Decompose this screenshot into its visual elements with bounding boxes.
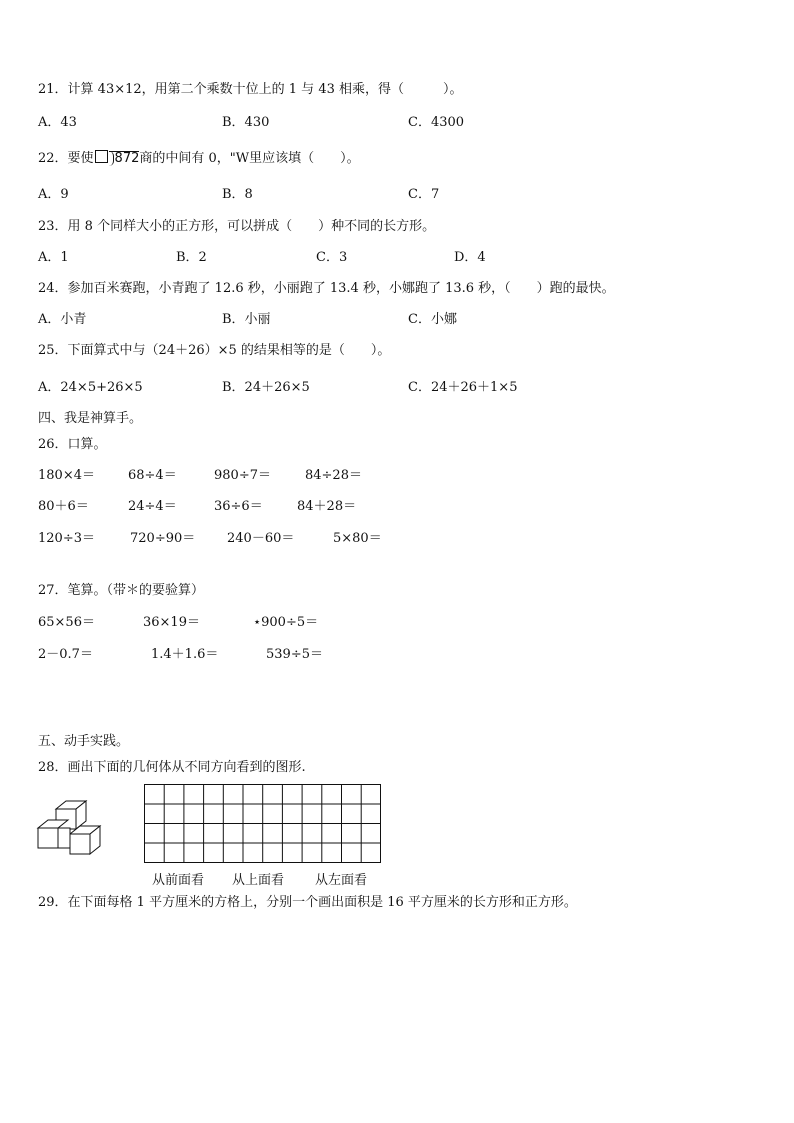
q22-option-a: A．9: [38, 187, 69, 202]
blank-box: [95, 150, 108, 163]
question-29-title: 29．在下面每格 1 平方厘米的方格上，分别一个画出面积是 16 平方厘米的长方形和正方形。: [38, 895, 577, 910]
q23-option-b: B．2: [176, 250, 207, 265]
question-22: [38, 150, 360, 167]
long-division-dividend: 872: [109, 151, 140, 166]
question-27-title: 27．笔算。（带＊的要验算）: [38, 583, 205, 598]
mental-calc-item: 68÷4＝: [128, 468, 177, 483]
written-calc-item: 2－0.7＝: [38, 647, 93, 662]
question-24: 24．参加百米赛跑，小青跑了 12.6 秒，小丽跑了 13.4 秒，小娜跑了 13.6 秒，（ ）跑的最快。: [38, 281, 615, 296]
answer-grid: [144, 784, 382, 868]
q21-option-a: A．43: [38, 115, 77, 130]
question-28-title: 28．画出下面的几何体从不同方向看到的图形.: [38, 760, 306, 775]
written-calc-item: 65×56＝: [38, 615, 95, 630]
q23-option-a: A．1: [38, 250, 69, 265]
mental-calc-item: 120÷3＝: [38, 531, 95, 546]
mental-calc-item: 720÷90＝: [130, 531, 196, 546]
q22-option-b: B．8: [222, 187, 253, 202]
q25-option-c: C．24＋26＋1×5: [408, 380, 518, 395]
question-21: 21．计算 43×12，用第二个乘数十位上的 1 与 43 相乘，得（ ）。: [38, 82, 463, 97]
cube-figure: [36, 800, 108, 860]
q24-option-a: A．小青: [38, 312, 87, 327]
q24-option-b: B．小丽: [222, 312, 271, 327]
mental-calc-item: 24÷4＝: [128, 499, 177, 514]
section-4-title: 四、我是神算手。: [38, 411, 143, 426]
section-5-title: 五、动手实践。: [38, 734, 130, 749]
q25-option-a: A．24×5+26×5: [38, 380, 143, 395]
mental-calc-item: 5×80＝: [333, 531, 382, 546]
stacked-cubes-drawing: [36, 800, 108, 856]
grid-label-front: 从前面看: [152, 873, 205, 888]
q24-option-c: C．小娜: [408, 312, 457, 327]
q21-option-c: C．4300: [408, 115, 465, 130]
written-calc-item: 36×19＝: [143, 615, 200, 630]
q25-option-b: B．24＋26×5: [222, 380, 310, 395]
mental-calc-item: 240－60＝: [227, 531, 295, 546]
mental-calc-item: 84÷28＝: [305, 468, 362, 483]
q23-option-c: C．3: [316, 250, 348, 265]
question-23: 23．用 8 个同样大小的正方形，可以拼成（ ）种不同的长方形。: [38, 219, 436, 234]
q22-option-c: C．7: [408, 187, 440, 202]
written-calc-item: ⋆900÷5＝: [253, 615, 319, 630]
grid-label-top: 从上面看: [232, 873, 285, 888]
question-26-title: 26．口算。: [38, 437, 107, 452]
mental-calc-item: 36÷6＝: [214, 499, 263, 514]
grid-lines: [144, 784, 382, 864]
question-25: 25．下面算式中与（24＋26）×5 的结果相等的是（ ）。: [38, 343, 391, 358]
q22-prefix: 22．要使: [38, 151, 94, 166]
grid-label-left: 从左面看: [315, 873, 368, 888]
mental-calc-item: 980÷7＝: [214, 468, 271, 483]
q21-option-b: B．430: [222, 115, 270, 130]
written-calc-item: 1.4＋1.6＝: [151, 647, 219, 662]
q22-suffix: 商的中间有 0，"W里应该填（ ）。: [139, 151, 360, 166]
written-calc-item: 539÷5＝: [266, 647, 323, 662]
mental-calc-item: 80＋6＝: [38, 499, 89, 514]
mental-calc-item: 180×4＝: [38, 468, 95, 483]
mental-calc-item: 84＋28＝: [297, 499, 357, 514]
q23-option-d: D．4: [454, 250, 486, 265]
